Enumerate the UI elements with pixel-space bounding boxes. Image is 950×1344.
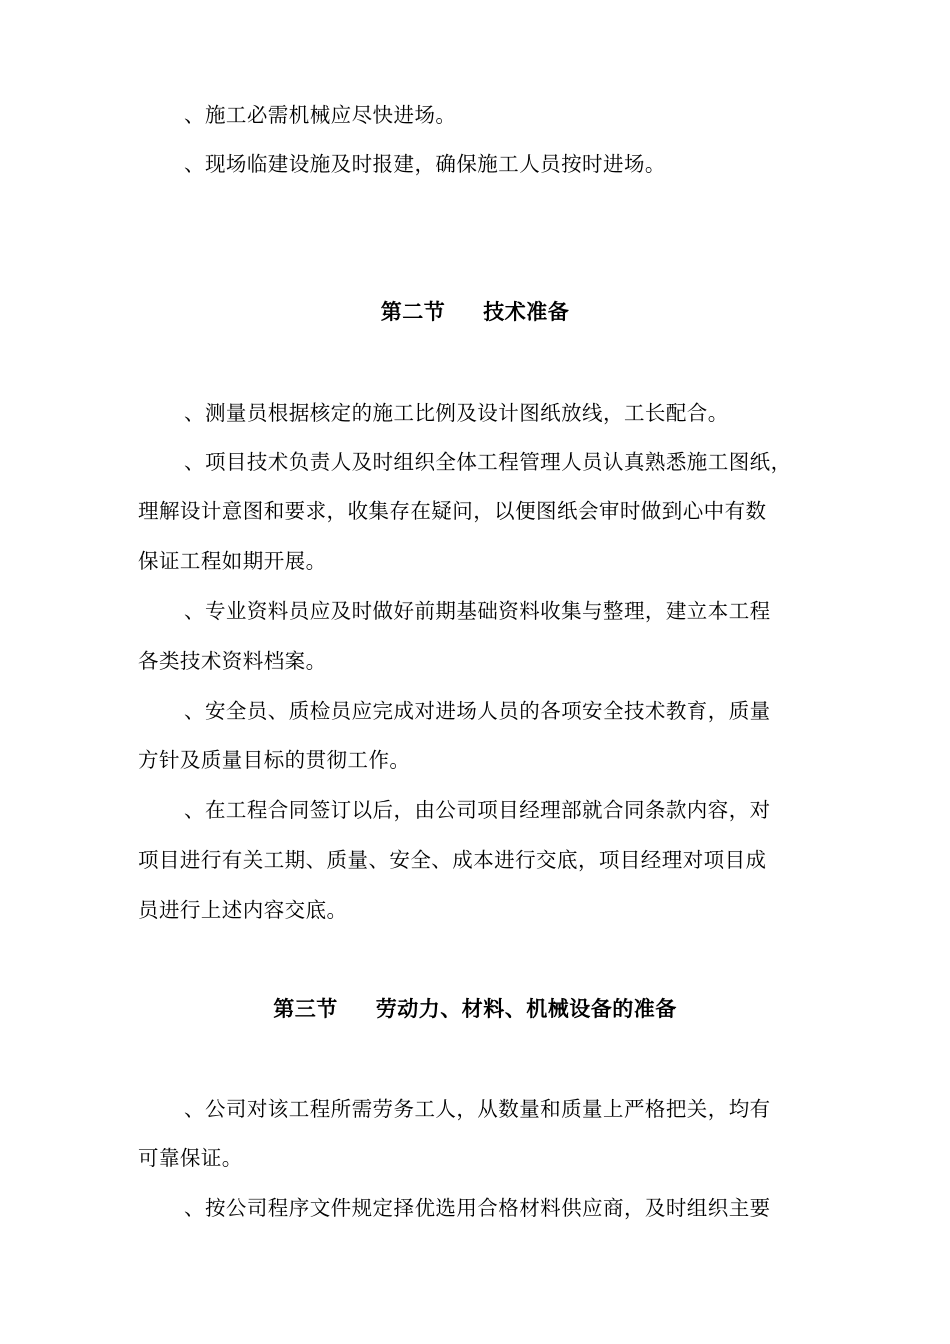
paragraph-line: 、安全员、质检员应完成对进场人员的各项安全技术教育，质量 — [184, 699, 771, 723]
list-item: 、现场临建设施及时报建，确保施工人员按时进场。 — [184, 152, 666, 176]
section-title: 劳动力、材料、机械设备的准备 — [375, 996, 677, 1021]
paragraph-line: 员进行上述内容交底。 — [138, 898, 348, 922]
section-heading-2 — [0, 297, 950, 327]
paragraph-line: 、项目技术负责人及时组织全体工程管理人员认真熟悉施工图纸， — [184, 450, 792, 474]
paragraph-line: 、公司对该工程所需劳务工人，从数量和质量上严格把关，均有 — [184, 1097, 771, 1121]
paragraph-line: 、测量员根据核定的施工比例及设计图纸放线，工长配合。 — [184, 401, 729, 425]
paragraph-line: 可靠保证。 — [138, 1146, 243, 1170]
paragraph-line: 各类技术资料档案。 — [138, 649, 327, 673]
paragraph-line: 项目进行有关工期、质量、安全、成本进行交底，项目经理对项目成 — [138, 848, 767, 872]
paragraph-line: 方针及质量目标的贯彻工作。 — [138, 748, 411, 772]
paragraph-line: 、按公司程序文件规定择优选用合格材料供应商，及时组织主要 — [184, 1196, 771, 1220]
paragraph-line: 、专业资料员应及时做好前期基础资料收集与整理，建立本工程 — [184, 599, 771, 623]
section-heading-3 — [0, 994, 950, 1024]
section-number: 第三节 — [273, 996, 338, 1021]
section-number: 第二节 — [380, 299, 446, 324]
section-title: 技术准备 — [483, 299, 570, 324]
paragraph-line: 保证工程如期开展。 — [138, 549, 327, 573]
paragraph-line: 理解设计意图和要求，收集存在疑问，以便图纸会审时做到心中有数 — [138, 499, 767, 523]
list-item: 、施工必需机械应尽快进场。 — [184, 103, 457, 127]
paragraph-line: 、在工程合同签订以后，由公司项目经理部就合同条款内容，对 — [184, 798, 771, 822]
